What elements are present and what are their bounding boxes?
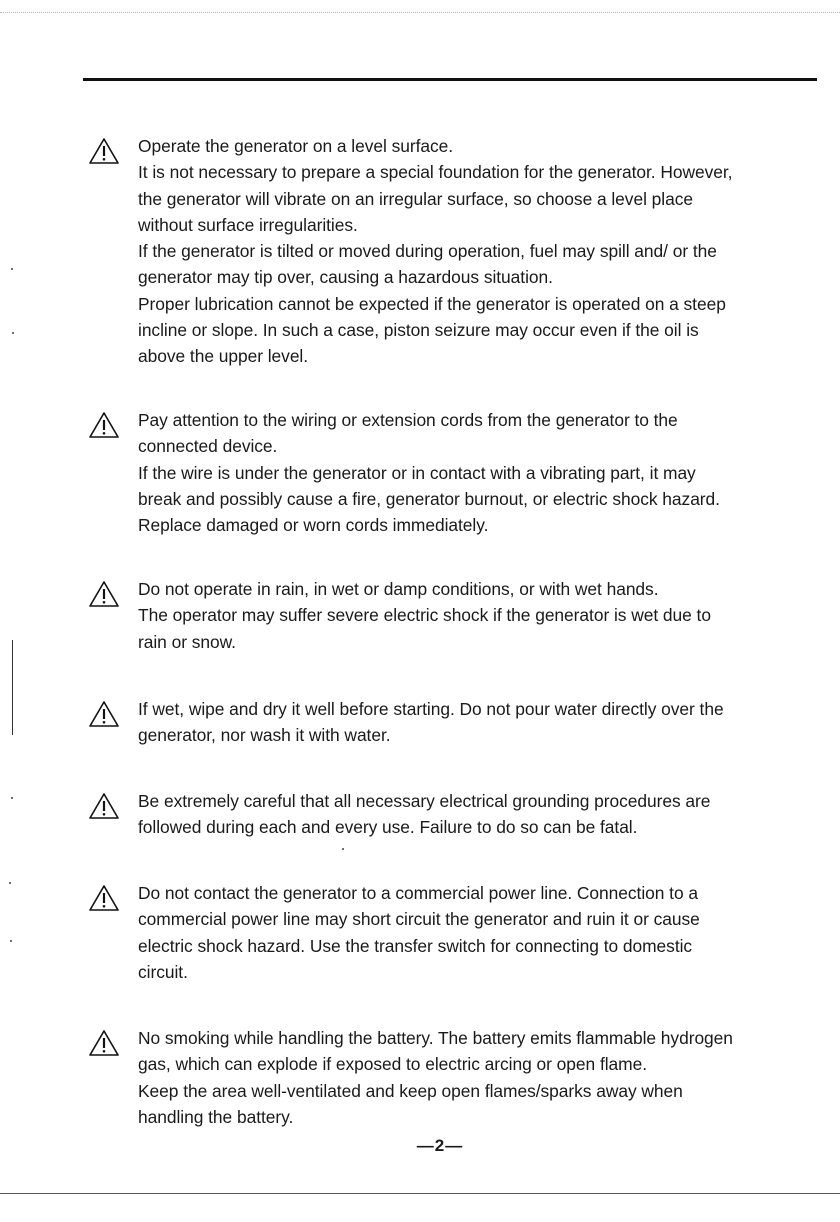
warning-triangle-icon (88, 700, 124, 728)
warning-line: above the upper level. (138, 346, 309, 367)
warning-triangle-icon (88, 580, 124, 608)
warning-line: Pay attention to the wiring or extension cords from the generator to the (138, 410, 678, 430)
warning-line: without surface irregularities. (138, 214, 358, 235)
warning-line: handling the battery. (138, 1106, 294, 1127)
warning-line: Do not contact the generator to a commercial power line. Connection to a (138, 883, 698, 903)
warning-triangle-icon (88, 137, 124, 165)
warning-line: the generator will vibrate on an irregular surface, so choose a level place (138, 188, 693, 209)
warning-line: rain or snow. (138, 631, 236, 652)
warning-text (138, 133, 818, 370)
warning-text (138, 407, 818, 538)
scan-left-edge (12, 640, 13, 735)
warning-line: Do not operate in rain, in wet or damp conditions, or with wet hands. (138, 579, 659, 599)
warning-line: electric shock hazard. Use the transfer switch for connecting to domestic (138, 935, 693, 956)
warning-line: followed during each and every use. Failure to do so can be fatal. (138, 817, 638, 838)
warning-line: Proper lubrication cannot be expected if the generator is operated on a steep (138, 293, 726, 314)
warning-line: It is not necessary to prepare a special foundation for the generator. However, (138, 162, 733, 183)
warning-text (138, 788, 818, 841)
warning-text (138, 880, 818, 985)
scan-top-edge (0, 12, 840, 14)
warning-line: Operate the generator on a level surface. (138, 136, 454, 156)
warning-line: No smoking while handling the battery. The battery emits flammable hydrogen (138, 1028, 733, 1048)
scan-speck (11, 268, 13, 270)
warning-text (138, 1025, 818, 1130)
warning-line: Keep the area well-ventilated and keep open flames/sparks away when (138, 1080, 683, 1101)
warning-line: If wet, wipe and dry it well before starting. Do not pour water directly over the (138, 699, 724, 719)
warning-text (138, 576, 818, 655)
scan-speck (12, 332, 14, 334)
warning-triangle-icon (88, 884, 124, 912)
warning-triangle-icon (88, 792, 124, 820)
warning-line: generator may tip over, causing a hazardous situation. (138, 267, 553, 288)
warning-line: break and possibly cause a fire, generator burnout, or electric shock hazard. (138, 488, 720, 509)
warning-line: Replace damaged or worn cords immediately. (138, 515, 489, 536)
scan-bottom-edge (0, 1193, 840, 1194)
scan-speck (342, 848, 344, 850)
warning-line: The operator may suffer severe electric shock if the generator is wet due to (138, 605, 711, 626)
warning-line: If the generator is tilted or moved during operation, fuel may spill and/ or the (138, 241, 717, 262)
warning-line: gas, which can explode if exposed to electric arcing or open flame. (138, 1054, 647, 1075)
warning-line: generator, nor wash it with water. (138, 725, 391, 746)
warning-line: If the wire is under the generator or in contact with a vibrating part, it may (138, 462, 696, 483)
scan-speck (9, 882, 11, 884)
page-number: —2— (416, 1136, 464, 1155)
warning-line: circuit. (138, 961, 188, 982)
warning-text (138, 696, 818, 749)
warning-line: Be extremely careful that all necessary electrical grounding procedures are (138, 791, 711, 811)
scan-speck (10, 940, 12, 942)
warning-triangle-icon (88, 411, 124, 439)
scan-speck (11, 797, 13, 799)
warning-line: connected device. (138, 436, 278, 457)
header-rule (83, 78, 817, 81)
warning-line: commercial power line may short circuit the generator and ruin it or cause (138, 909, 700, 930)
warning-triangle-icon (88, 1029, 124, 1057)
warning-line: incline or slope. In such a case, piston seizure may occur even if the oil is (138, 320, 699, 341)
